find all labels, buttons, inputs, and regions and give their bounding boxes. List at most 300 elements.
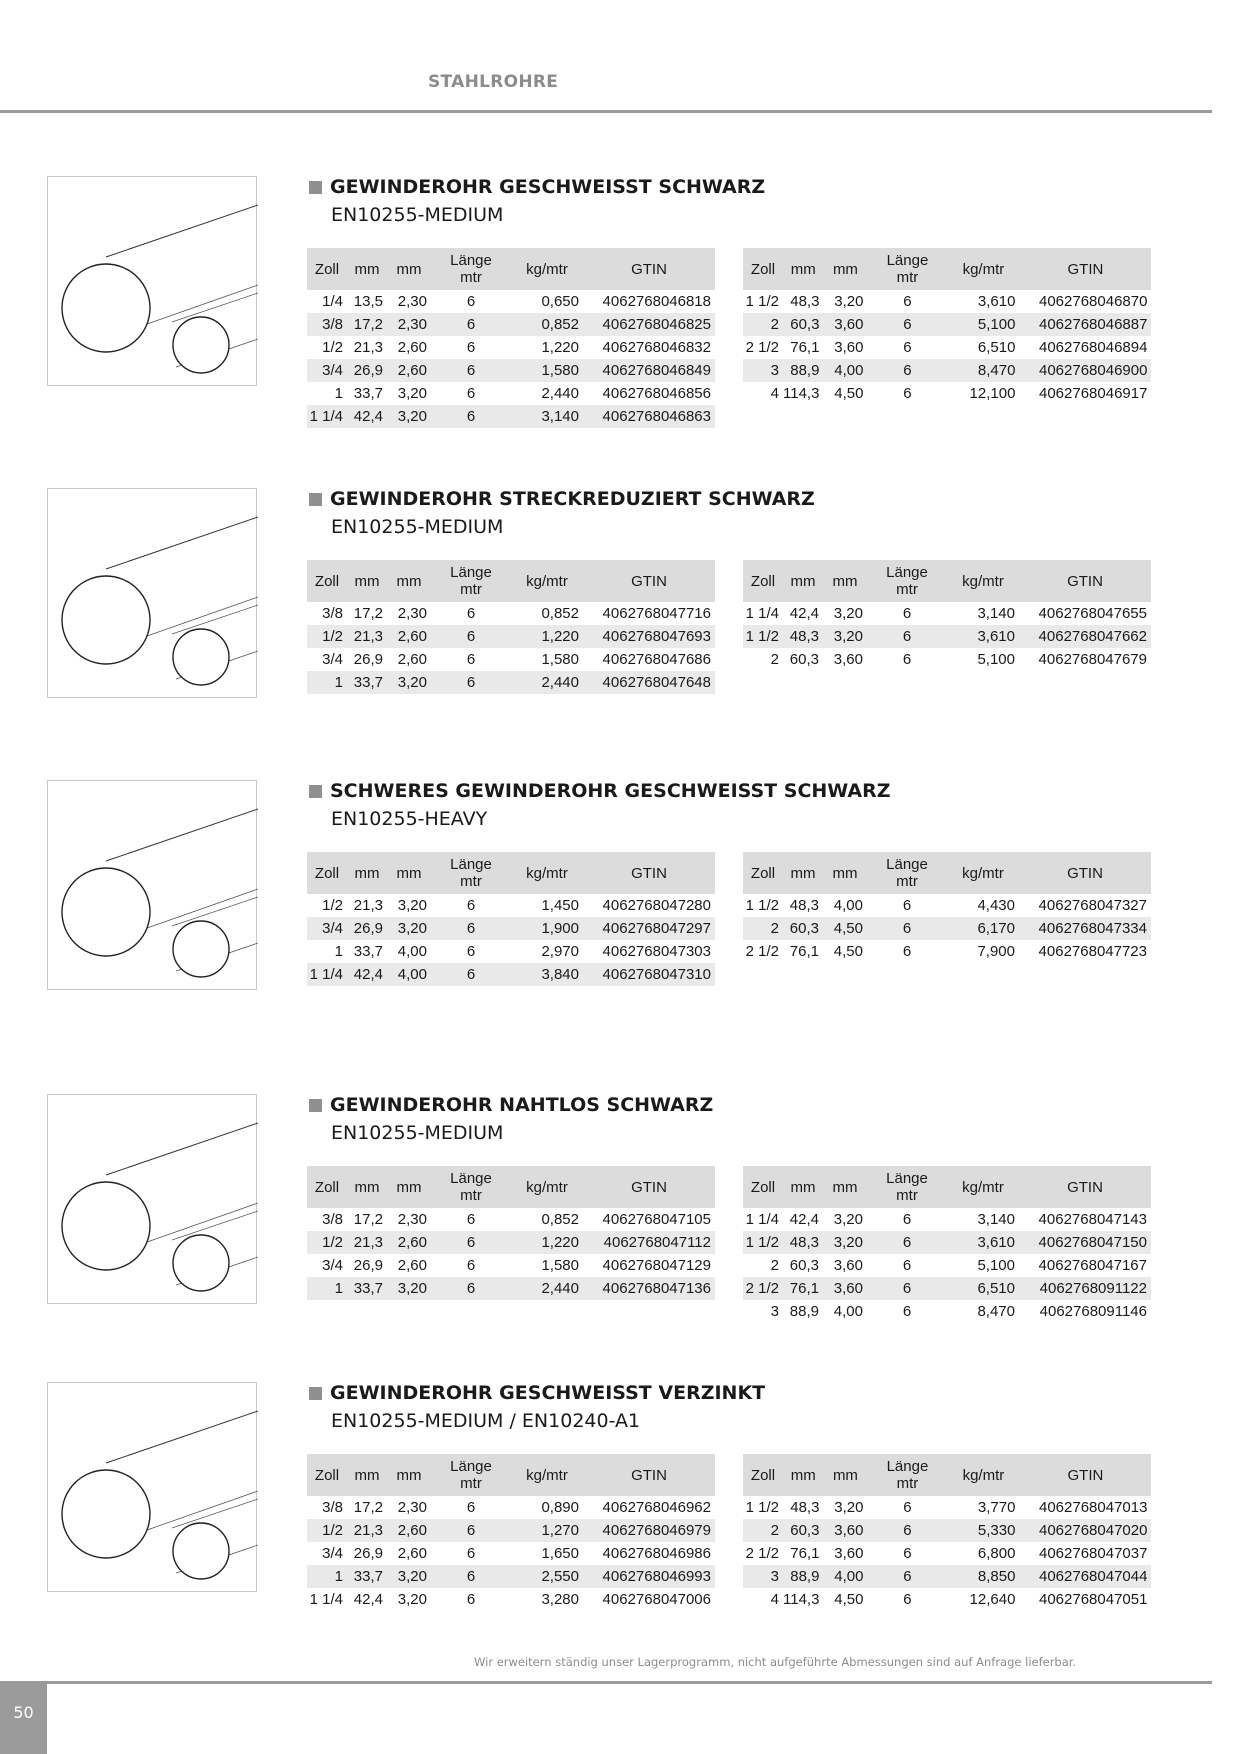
cell-weight: 6,510 bbox=[947, 1277, 1019, 1300]
column-header-length-label: Länge bbox=[450, 252, 492, 269]
cell-zoll: 1 1/2 bbox=[743, 625, 783, 648]
cell-gtin: 4062768047655 bbox=[1038, 605, 1147, 622]
section-standard: EN10255-MEDIUM bbox=[331, 516, 504, 538]
cell-weight: 1,650 bbox=[541, 1545, 579, 1562]
section-title-row bbox=[309, 780, 891, 802]
cell-zoll: 3/8 bbox=[322, 605, 343, 622]
cell-outer-diameter: 76,1 bbox=[790, 1545, 820, 1562]
cell-weight: 8,470 bbox=[977, 1303, 1015, 1320]
cell-zoll: 3/8 bbox=[322, 1211, 343, 1228]
title-bullet-icon bbox=[309, 1099, 322, 1112]
cell-weight: 5,330 bbox=[947, 1519, 1019, 1542]
table-row bbox=[743, 1208, 1151, 1231]
cell-zoll: 2 bbox=[743, 313, 783, 336]
cell-gtin: 4062768047129 bbox=[602, 1257, 711, 1274]
cell-gtin: 4062768047150 bbox=[1019, 1231, 1151, 1254]
column-header-length-unit: mtr bbox=[460, 873, 482, 890]
column-header-length-label: Länge bbox=[450, 564, 492, 581]
cell-weight: 3,840 bbox=[511, 963, 583, 986]
column-header-gtin: GTIN bbox=[583, 560, 715, 602]
cell-outer-diameter: 33,7 bbox=[347, 671, 387, 694]
cell-gtin: 4062768046818 bbox=[602, 293, 711, 310]
column-header-mm: mm bbox=[783, 248, 823, 290]
table-row bbox=[307, 1588, 715, 1611]
cell-weight: 0,852 bbox=[511, 313, 583, 336]
column-header-length-label: Länge bbox=[886, 1170, 928, 1187]
cell-outer-diameter: 88,9 bbox=[783, 359, 823, 382]
cell-gtin: 4062768047303 bbox=[602, 943, 711, 960]
table-row bbox=[743, 625, 1151, 648]
header-divider bbox=[0, 110, 1212, 113]
cell-zoll: 3/8 bbox=[322, 1499, 343, 1516]
cell-length: 6 bbox=[903, 293, 912, 310]
table-row bbox=[743, 1542, 1151, 1565]
cell-length: 6 bbox=[466, 293, 476, 310]
cell-length: 6 bbox=[867, 1565, 947, 1588]
cell-outer-diameter: 42,4 bbox=[789, 605, 819, 622]
cell-gtin: 4062768047662 bbox=[1019, 625, 1151, 648]
cell-length: 6 bbox=[466, 339, 476, 356]
column-header-mm: mm bbox=[823, 852, 867, 894]
cell-outer-diameter: 33,7 bbox=[353, 385, 383, 402]
cell-weight: 3,140 bbox=[977, 1211, 1015, 1228]
cell-gtin: 4062768047693 bbox=[583, 625, 715, 648]
cell-wall-thickness: 2,60 bbox=[387, 1231, 431, 1254]
column-header-length bbox=[431, 560, 511, 602]
column-header-zoll: Zoll bbox=[743, 248, 783, 290]
cell-gtin: 4062768047013 bbox=[1038, 1499, 1148, 1516]
section-title-row bbox=[309, 1382, 765, 1404]
cell-weight: 3,140 bbox=[977, 605, 1015, 622]
cell-outer-diameter: 76,1 bbox=[789, 943, 819, 960]
cell-length: 6 bbox=[466, 651, 476, 668]
column-header-length bbox=[867, 1454, 947, 1496]
cell-weight: 1,220 bbox=[511, 625, 583, 648]
cell-wall-thickness: 3,20 bbox=[387, 671, 431, 694]
table-row bbox=[307, 336, 715, 359]
cell-length: 6 bbox=[902, 651, 912, 668]
cell-outer-diameter: 114,3 bbox=[783, 385, 820, 402]
table-header-row bbox=[743, 248, 1151, 290]
table-row bbox=[307, 405, 715, 428]
cell-length: 6 bbox=[903, 339, 912, 356]
cell-gtin: 4062768046825 bbox=[583, 313, 715, 336]
cell-gtin: 4062768046900 bbox=[1019, 359, 1151, 382]
cell-length: 6 bbox=[466, 1545, 476, 1562]
cell-zoll: 1 1/4 bbox=[745, 605, 779, 622]
cell-length: 6 bbox=[466, 605, 476, 622]
cell-outer-diameter: 21,3 bbox=[353, 339, 383, 356]
cell-outer-diameter: 33,7 bbox=[347, 1277, 387, 1300]
cell-gtin: 4062768047716 bbox=[602, 605, 711, 622]
cell-weight: 1,580 bbox=[541, 651, 579, 668]
column-header-gtin: GTIN bbox=[583, 852, 715, 894]
column-header-length-label: Länge bbox=[450, 856, 492, 873]
column-header-length bbox=[431, 1454, 511, 1496]
table-row bbox=[307, 602, 715, 625]
left-spec-table bbox=[307, 1166, 715, 1300]
column-header-length-unit: mtr bbox=[460, 1187, 482, 1204]
cell-weight: 6,800 bbox=[977, 1545, 1016, 1562]
cell-length: 6 bbox=[431, 671, 511, 694]
product-section bbox=[0, 176, 1240, 436]
cell-outer-diameter: 48,3 bbox=[789, 897, 819, 914]
cell-gtin: 4062768046993 bbox=[583, 1565, 715, 1588]
column-header-length-unit: mtr bbox=[896, 581, 918, 598]
cell-outer-diameter: 26,9 bbox=[347, 917, 387, 940]
cell-zoll: 1/4 bbox=[322, 293, 343, 310]
cell-weight: 8,470 bbox=[947, 359, 1019, 382]
cell-length: 6 bbox=[903, 1499, 912, 1516]
left-spec-table bbox=[307, 1454, 715, 1611]
cell-length: 6 bbox=[867, 1519, 947, 1542]
column-header-gtin: GTIN bbox=[583, 1166, 715, 1208]
column-header-mm: mm bbox=[783, 852, 823, 894]
cell-length: 6 bbox=[867, 1231, 947, 1254]
cell-outer-diameter: 48,3 bbox=[790, 1499, 820, 1516]
cell-weight: 12,640 bbox=[969, 1591, 1016, 1608]
cell-wall-thickness: 4,00 bbox=[387, 963, 431, 986]
section-title-row bbox=[309, 176, 765, 198]
cell-weight: 0,890 bbox=[541, 1499, 579, 1516]
cell-wall-thickness: 3,60 bbox=[823, 1519, 867, 1542]
cell-gtin: 4062768046863 bbox=[583, 405, 715, 428]
column-header-gtin: GTIN bbox=[1019, 248, 1151, 290]
column-header-kg: kg/mtr bbox=[947, 560, 1019, 602]
column-header-length-unit: mtr bbox=[460, 269, 482, 286]
cell-gtin: 4062768046979 bbox=[583, 1519, 715, 1542]
cell-length: 6 bbox=[867, 313, 947, 336]
column-header-mm: mm bbox=[823, 560, 867, 602]
column-header-length-label: Länge bbox=[886, 856, 928, 873]
cell-outer-diameter: 114,3 bbox=[783, 1591, 820, 1608]
cell-zoll: 1 1/4 bbox=[307, 405, 347, 428]
table-row bbox=[307, 1542, 715, 1565]
cell-wall-thickness: 3,60 bbox=[823, 1277, 867, 1300]
cell-zoll: 2 bbox=[770, 1257, 779, 1274]
cell-outer-diameter: 60,3 bbox=[783, 313, 823, 336]
table-header-row bbox=[307, 1454, 715, 1496]
cell-gtin: 4062768047044 bbox=[1019, 1565, 1151, 1588]
cell-length: 6 bbox=[466, 897, 476, 914]
cell-length: 6 bbox=[902, 943, 912, 960]
right-spec-table bbox=[743, 1454, 1151, 1611]
column-header-gtin: GTIN bbox=[1019, 852, 1151, 894]
cell-gtin: 4062768047143 bbox=[1038, 1211, 1147, 1228]
cell-wall-thickness: 3,20 bbox=[823, 1231, 867, 1254]
table-row bbox=[743, 313, 1151, 336]
title-bullet-icon bbox=[309, 785, 322, 798]
cell-outer-diameter: 42,4 bbox=[347, 405, 387, 428]
cell-length: 6 bbox=[431, 1277, 511, 1300]
pipe-drawing bbox=[48, 781, 258, 991]
section-title-row bbox=[309, 1094, 713, 1116]
column-header-length bbox=[431, 1166, 511, 1208]
cell-length: 6 bbox=[431, 625, 511, 648]
cell-zoll: 2 1/2 bbox=[745, 339, 779, 356]
table-row bbox=[307, 648, 715, 671]
column-header-length-unit: mtr bbox=[460, 581, 482, 598]
column-header-kg: kg/mtr bbox=[947, 1166, 1019, 1208]
table-row bbox=[743, 1277, 1151, 1300]
cell-weight: 6,170 bbox=[947, 917, 1019, 940]
cell-weight: 1,900 bbox=[511, 917, 583, 940]
table-row bbox=[743, 917, 1151, 940]
cell-length: 6 bbox=[431, 917, 511, 940]
table-row bbox=[307, 359, 715, 382]
cell-gtin: 4062768047167 bbox=[1038, 1257, 1147, 1274]
column-header-gtin: GTIN bbox=[583, 248, 715, 290]
cell-zoll: 2 1/2 bbox=[745, 943, 779, 960]
section-title: SCHWERES GEWINDEROHR GESCHWEISST SCHWARZ bbox=[330, 780, 891, 802]
column-header-length-unit: mtr bbox=[896, 269, 919, 286]
right-spec-table bbox=[743, 852, 1151, 963]
cell-outer-diameter: 21,3 bbox=[347, 1231, 387, 1254]
column-header-mm: mm bbox=[387, 852, 431, 894]
cell-zoll: 1 1/2 bbox=[745, 1499, 779, 1516]
cell-zoll: 3/4 bbox=[322, 651, 343, 668]
cell-wall-thickness: 3,20 bbox=[387, 1277, 431, 1300]
table-row bbox=[307, 382, 715, 405]
column-header-zoll: Zoll bbox=[307, 1166, 347, 1208]
column-header-mm: mm bbox=[823, 1454, 867, 1496]
cell-length: 6 bbox=[466, 385, 476, 402]
cell-length: 6 bbox=[902, 1257, 912, 1274]
section-title-row bbox=[309, 488, 815, 510]
pipe-illustration bbox=[47, 176, 257, 386]
cell-zoll: 2 1/2 bbox=[745, 1545, 779, 1562]
cell-weight: 5,100 bbox=[977, 1257, 1015, 1274]
section-standard: EN10255-MEDIUM bbox=[331, 1122, 504, 1144]
column-header-kg: kg/mtr bbox=[511, 248, 583, 290]
section-standard: EN10255-MEDIUM bbox=[331, 204, 504, 226]
cell-zoll: 2 bbox=[770, 651, 779, 668]
cell-weight: 3,610 bbox=[947, 1231, 1019, 1254]
column-header-zoll: Zoll bbox=[743, 852, 783, 894]
column-header-length-unit: mtr bbox=[896, 873, 918, 890]
cell-wall-thickness: 3,60 bbox=[834, 339, 864, 356]
cell-gtin: 4062768047679 bbox=[1038, 651, 1147, 668]
cell-wall-thickness: 2,60 bbox=[387, 359, 431, 382]
cell-length: 6 bbox=[431, 359, 511, 382]
cell-weight: 1,220 bbox=[541, 339, 579, 356]
table-row bbox=[743, 382, 1151, 405]
cell-zoll: 1/2 bbox=[307, 1519, 347, 1542]
cell-length: 6 bbox=[867, 917, 947, 940]
cell-zoll: 1 bbox=[307, 671, 347, 694]
cell-wall-thickness: 3,20 bbox=[834, 293, 864, 310]
cell-gtin: 4062768047020 bbox=[1019, 1519, 1151, 1542]
column-header-length-unit: mtr bbox=[896, 1187, 918, 1204]
cell-outer-diameter: 17,2 bbox=[353, 605, 383, 622]
cell-zoll: 3/4 bbox=[322, 1545, 343, 1562]
cell-gtin: 4062768046986 bbox=[602, 1545, 711, 1562]
cell-zoll: 3 bbox=[770, 1303, 779, 1320]
cell-wall-thickness: 2,30 bbox=[397, 293, 427, 310]
table-row bbox=[743, 602, 1151, 625]
cell-outer-diameter: 48,3 bbox=[783, 625, 823, 648]
column-header-kg: kg/mtr bbox=[511, 560, 583, 602]
cell-gtin: 4062768046849 bbox=[583, 359, 715, 382]
cell-zoll: 1 1/2 bbox=[743, 1231, 783, 1254]
column-header-mm: mm bbox=[823, 248, 867, 290]
pipe-drawing bbox=[48, 489, 258, 699]
product-section bbox=[0, 1094, 1240, 1354]
cell-length: 6 bbox=[466, 1591, 476, 1608]
cell-gtin: 4062768047051 bbox=[1038, 1591, 1148, 1608]
cell-length: 6 bbox=[902, 897, 912, 914]
cell-wall-thickness: 4,50 bbox=[834, 385, 864, 402]
table-row bbox=[743, 1519, 1151, 1542]
cell-gtin: 4062768047136 bbox=[583, 1277, 715, 1300]
table-row bbox=[307, 1254, 715, 1277]
cell-zoll: 1 bbox=[334, 385, 343, 402]
right-spec-table bbox=[743, 560, 1151, 671]
table-row bbox=[307, 894, 715, 917]
table-row bbox=[307, 1496, 715, 1519]
column-header-kg: kg/mtr bbox=[947, 852, 1019, 894]
left-spec-table bbox=[307, 248, 715, 428]
cell-length: 6 bbox=[867, 625, 947, 648]
left-spec-table bbox=[307, 560, 715, 694]
table-row bbox=[307, 1565, 715, 1588]
cell-zoll: 3/4 bbox=[322, 1257, 343, 1274]
table-row bbox=[307, 963, 715, 986]
cell-zoll: 3/8 bbox=[307, 313, 347, 336]
cell-zoll: 1 1/4 bbox=[307, 963, 347, 986]
cell-wall-thickness: 2,60 bbox=[397, 651, 427, 668]
table-row bbox=[743, 359, 1151, 382]
cell-outer-diameter: 17,2 bbox=[353, 1211, 383, 1228]
section-title: GEWINDEROHR NAHTLOS SCHWARZ bbox=[330, 1094, 714, 1116]
footer-note: Wir erweitern ständig unser Lagerprogramm, nicht aufgeführte Abmessungen sind auf Anfrage lieferbar. bbox=[474, 1655, 1077, 1669]
cell-weight: 5,100 bbox=[977, 651, 1015, 668]
cell-length: 6 bbox=[902, 1303, 912, 1320]
table-row bbox=[743, 894, 1151, 917]
cell-weight: 3,280 bbox=[541, 1591, 579, 1608]
column-header-mm: mm bbox=[783, 1166, 823, 1208]
table-header-row bbox=[307, 560, 715, 602]
cell-gtin: 4062768047006 bbox=[602, 1591, 711, 1608]
pipe-illustration bbox=[47, 488, 257, 698]
cell-wall-thickness: 2,60 bbox=[397, 1257, 427, 1274]
column-header-kg: kg/mtr bbox=[511, 1166, 583, 1208]
cell-weight: 3,610 bbox=[947, 625, 1019, 648]
table-row bbox=[743, 940, 1151, 963]
cell-length: 6 bbox=[903, 1545, 912, 1562]
cell-wall-thickness: 3,20 bbox=[833, 1211, 863, 1228]
cell-wall-thickness: 2,60 bbox=[387, 1519, 431, 1542]
column-header-length bbox=[431, 248, 511, 290]
cell-length: 6 bbox=[431, 963, 511, 986]
cell-weight: 4,430 bbox=[977, 897, 1015, 914]
cell-gtin: 4062768047280 bbox=[602, 897, 711, 914]
table-row bbox=[307, 1519, 715, 1542]
cell-weight: 0,650 bbox=[541, 293, 579, 310]
cell-outer-diameter: 88,9 bbox=[783, 1565, 823, 1588]
cell-weight: 2,970 bbox=[541, 943, 579, 960]
pipe-illustration bbox=[47, 780, 257, 990]
cell-wall-thickness: 3,60 bbox=[823, 313, 867, 336]
cell-weight: 5,100 bbox=[947, 313, 1019, 336]
cell-gtin: 4062768046917 bbox=[1038, 385, 1148, 402]
right-spec-table bbox=[743, 248, 1151, 405]
table-header-row bbox=[307, 1166, 715, 1208]
table-header-row bbox=[307, 248, 715, 290]
cell-outer-diameter: 48,3 bbox=[783, 1231, 823, 1254]
cell-wall-thickness: 4,00 bbox=[397, 943, 427, 960]
table-row bbox=[307, 313, 715, 336]
cell-wall-thickness: 4,50 bbox=[833, 943, 863, 960]
cell-wall-thickness: 4,50 bbox=[823, 917, 867, 940]
section-title: GEWINDEROHR GESCHWEISST SCHWARZ bbox=[330, 176, 766, 198]
cell-gtin: 4062768046962 bbox=[602, 1499, 711, 1516]
cell-weight: 2,440 bbox=[511, 671, 583, 694]
cell-weight: 6,510 bbox=[977, 339, 1016, 356]
table-header-row bbox=[743, 1454, 1151, 1496]
cell-wall-thickness: 2,60 bbox=[397, 339, 427, 356]
cell-length: 6 bbox=[903, 385, 912, 402]
cell-zoll: 4 bbox=[770, 1591, 779, 1608]
table-row bbox=[307, 290, 715, 313]
product-section bbox=[0, 1382, 1240, 1642]
column-header-length-unit: mtr bbox=[896, 1475, 919, 1492]
column-header-zoll: Zoll bbox=[307, 852, 347, 894]
cell-outer-diameter: 26,9 bbox=[353, 1257, 383, 1274]
column-header-gtin: GTIN bbox=[1019, 1454, 1151, 1496]
cell-length: 6 bbox=[902, 605, 912, 622]
table-row bbox=[743, 648, 1151, 671]
cell-length: 6 bbox=[903, 1591, 912, 1608]
product-section bbox=[0, 488, 1240, 748]
cell-wall-thickness: 4,00 bbox=[823, 1565, 867, 1588]
cell-gtin: 4062768047037 bbox=[1038, 1545, 1148, 1562]
table-row bbox=[743, 1254, 1151, 1277]
cell-gtin: 4062768091122 bbox=[1019, 1277, 1151, 1300]
cell-weight: 7,900 bbox=[977, 943, 1015, 960]
page-header-title: STAHLROHRE bbox=[428, 72, 559, 92]
column-header-mm: mm bbox=[823, 1166, 867, 1208]
table-row bbox=[743, 1231, 1151, 1254]
pipe-illustration bbox=[47, 1382, 257, 1592]
cell-wall-thickness: 2,30 bbox=[397, 605, 427, 622]
column-header-length bbox=[867, 560, 947, 602]
cell-wall-thickness: 3,20 bbox=[397, 385, 427, 402]
cell-zoll: 1/2 bbox=[322, 339, 343, 356]
cell-zoll: 2 bbox=[743, 917, 783, 940]
table-row bbox=[307, 1231, 715, 1254]
cell-outer-diameter: 21,3 bbox=[347, 1519, 387, 1542]
cell-zoll: 3 bbox=[743, 1565, 783, 1588]
cell-outer-diameter: 60,3 bbox=[783, 917, 823, 940]
cell-wall-thickness: 3,20 bbox=[833, 605, 863, 622]
cell-length: 6 bbox=[466, 1257, 476, 1274]
column-header-length-label: Länge bbox=[886, 564, 928, 581]
cell-length: 6 bbox=[431, 1565, 511, 1588]
cell-outer-diameter: 60,3 bbox=[789, 1257, 819, 1274]
cell-weight: 12,100 bbox=[969, 385, 1016, 402]
cell-weight: 3,610 bbox=[977, 293, 1016, 310]
product-section bbox=[0, 780, 1240, 1040]
cell-zoll: 1 bbox=[307, 1565, 347, 1588]
cell-length: 6 bbox=[902, 1211, 912, 1228]
cell-zoll: 2 1/2 bbox=[743, 1277, 783, 1300]
cell-outer-diameter: 42,4 bbox=[353, 1591, 383, 1608]
cell-gtin: 4062768046870 bbox=[1038, 293, 1148, 310]
table-header-row bbox=[307, 852, 715, 894]
cell-weight: 1,580 bbox=[511, 359, 583, 382]
cell-wall-thickness: 2,30 bbox=[397, 1499, 427, 1516]
